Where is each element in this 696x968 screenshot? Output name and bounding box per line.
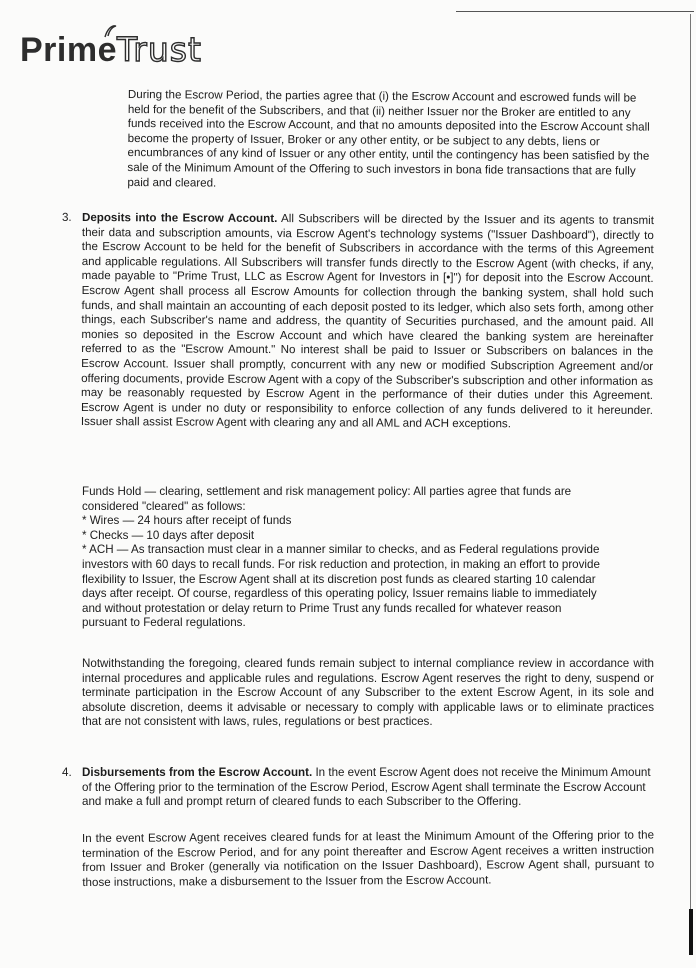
scan-right-edge: [690, 14, 691, 909]
section-4-heading: Disbursements from the Escrow Account.: [82, 766, 313, 779]
funds-hold-line: and without protestation or delay return to Prime Trust any funds recalled for whatever reason: [82, 601, 562, 615]
logo-prime-text: Prime: [20, 31, 117, 69]
logo-swash-icon: [102, 24, 118, 38]
funds-hold-line: Funds Hold — clearing, settlement and risk management policy: All parties agree that funds are: [82, 485, 572, 498]
scan-edge-mark: [689, 909, 693, 955]
section-3-deposits: [61, 210, 655, 433]
section-3-number: 3.: [61, 210, 72, 224]
section-4-disbursements: [62, 766, 654, 810]
section-4-text: In the event Escrow Agent does not receive the Minimum Amount of the Offering prior to the termination of the Escrow Period, Escrow Agent shall terminate the Escrow Account and make a full and prompt return of cleared funds to each Subscriber to the Offering.: [82, 766, 651, 809]
scan-top-rule: [456, 11, 694, 12]
funds-hold-line: investors with 60 days to recall funds. For risk reduction and protection, in making an effort to provide: [82, 557, 600, 571]
funds-hold-checks: * Checks — 10 days after deposit: [82, 528, 255, 542]
logo-trust-text: Trust: [117, 30, 202, 69]
section-3-heading: Deposits into the Escrow Account.: [81, 211, 278, 226]
prime-trust-logo: [20, 30, 202, 74]
funds-hold-policy: [82, 485, 642, 631]
funds-hold-line: flexibility to Issuer, the Escrow Agent shall at its discretion post funds as cleared starting 10 calendar: [82, 572, 596, 586]
section-4-number: 4.: [62, 766, 72, 779]
escrow-period-paragraph: During the Escrow Period, the parties agree that (i) the Escrow Account and escrowed funds will be held for the benefit of the Subscribers, and that (ii) neither Issuer nor the Broker are entitled to any funds received into the Escrow Account, and that no amounts deposited into the Escrow Account shall become the property of Issuer, Broker or any other entity, or be subject to any debts, liens or encumbrances of any kind of Issuer or any other entity, until the contingency has been satisfied by the sale of the Minimum Amount of the Offering to such investors in bona fide transactions that are fully paid and cleared.: [127, 88, 650, 190]
funds-hold-line: days after receipt. Of course, regardless of this operating policy, Issuer remains liable to immediately: [82, 587, 597, 601]
notwithstanding-paragraph: Notwithstanding the foregoing, cleared funds remain subject to internal compliance review in accordance with internal procedures and applicable rules and regulations. Escrow Agent reserves the right to deny, suspend or terminate participation in the Escrow Account of any Subscriber to the extent Escrow Agent, in its sole and absolute discretion, deems it advisable or necessary to comply with applicable laws or to eliminate practices that are not consistent with laws, rules, regulations or best practices.: [82, 657, 654, 729]
funds-hold-line: considered "cleared" as follows:: [82, 499, 246, 513]
funds-hold-wires: * Wires — 24 hours after receipt of funds: [82, 514, 292, 528]
funds-hold-line: pursuant to Federal regulations.: [82, 616, 246, 630]
section-3-text: All Subscribers will be directed by the Issuer and its agents to transmit their data and subscription amounts, via Escrow Agent's technology systems ("Issuer Dashboard"), directly to the Escrow Account to be held for the benefit of Subscribers in accordance with the terms of this Agreement and applicable regulations. All Subscribers will transfer funds directly to the Escrow Agent (with checks, if any, made payable to "Prime Trust, LLC as Escrow Agent for Investors in [•]") for deposit into the Escrow Account. Escrow Agent shall process all Escrow Amounts for collection through the banking system, shall hold such funds, and shall maintain an accounting of each deposit posted to its ledger, which also sets forth, among other things, each Subscriber's name and address, the quantity of Securities purchased, and the amount paid. All monies so deposited in the Escrow Account and which have cleared the banking system are hereinafter referred to as the "Escrow Amount." No interest shall be paid to Issuer or Subscribers on balances in the Escrow Account. Issuer shall promptly, concurrent with any new or modified Subscription Agreement and/or offering documents, provide Escrow Agent with a copy of the Subscriber's subscription and other information as may be reasonably requested by Escrow Agent in the performance of their duties under this Agreement. Escrow Agent is under no duty or responsibility to enforce collection of any funds delivered to it hereunder. Issuer shall assist Escrow Agent with clearing any and all AML and ACH exceptions.: [80, 212, 655, 431]
funds-hold-ach: * ACH — As transaction must clear in a manner similar to checks, and as Federal regulations provide: [82, 543, 600, 557]
minimum-amount-paragraph: In the event Escrow Agent receives cleared funds for at least the Minimum Amount of the Offering prior to the termination of the Escrow Period, and for any point thereafter and Escrow Agent receives a written instruction from Issuer and Broker (generally via notification on the Issuer Dashboard), Escrow Agent shall, pursuant to those instructions, make a disbursement to the Issuer from the Escrow Account.: [82, 828, 655, 889]
